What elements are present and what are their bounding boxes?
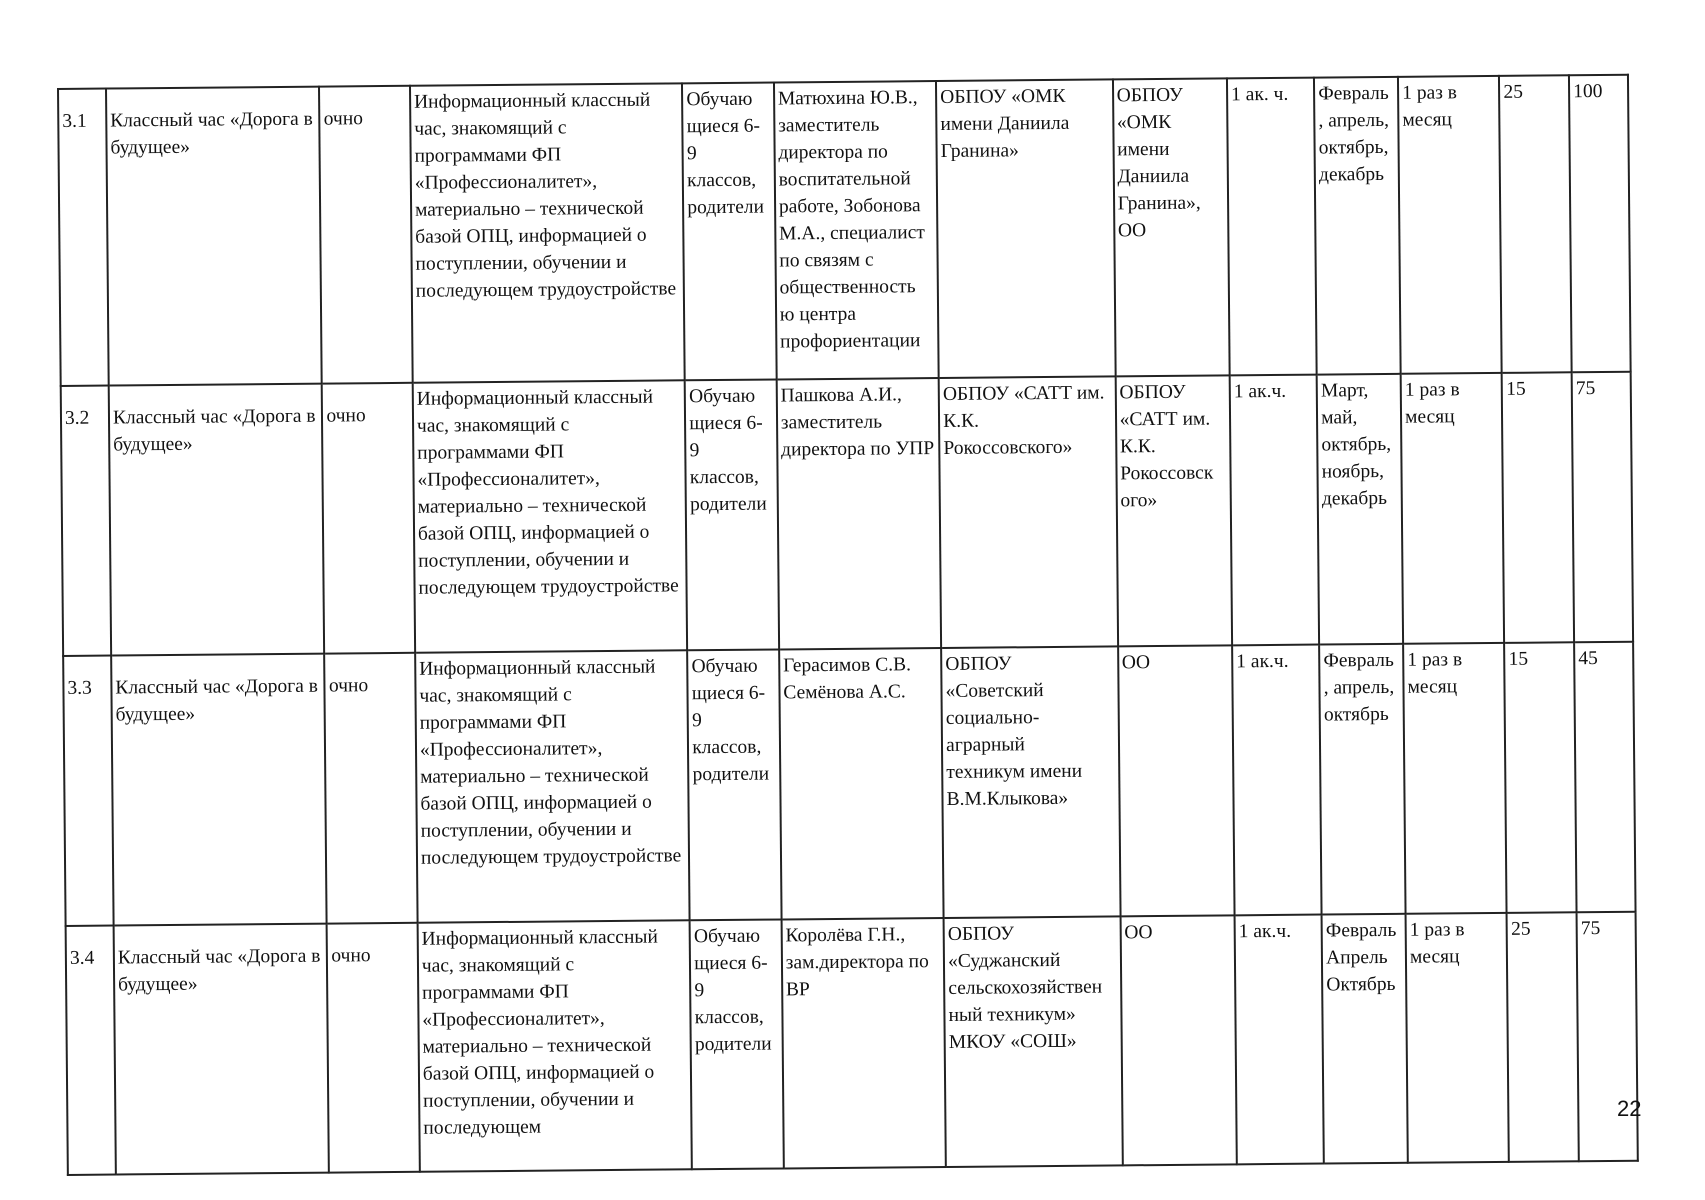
event-description: Информационный классный час, знакомящий с программами ФП «Профессионалитет», материально – технической базой ОПЦ, информацией о поступлении, обучении и последующем трудоустройстве xyxy=(413,380,688,652)
event-audience: Обучаю щиеся 6- 9 классов, родители xyxy=(682,82,776,380)
event-duration: 1 ак. ч. xyxy=(1227,78,1317,376)
event-frequency: 1 раз в месяц xyxy=(1403,643,1507,914)
event-audience: Обучаю щиеся 6- 9 классов, родители xyxy=(690,919,784,1169)
event-organizer: ОБПОУ «ОМК имени Даниила Гранина» xyxy=(936,79,1115,378)
event-venue: ОО xyxy=(1120,915,1237,1165)
event-description: Информационный классный час, знакомящий с программами ФП «Профессионалитет», материально – технической базой ОПЦ, информацией о поступлении, обучении и последующем xyxy=(417,920,692,1171)
event-venue: ОБПОУ «ОМК имени Даниила Гранина», ОО xyxy=(1113,78,1230,376)
table-row xyxy=(61,372,1633,656)
row-number: 3.4 xyxy=(66,926,116,1175)
event-form: очно xyxy=(322,383,415,654)
table-row xyxy=(58,75,1631,386)
event-frequency: 1 раз в месяц xyxy=(1401,373,1505,644)
event-form: очно xyxy=(325,653,418,924)
table-row xyxy=(66,912,1638,1175)
document-page xyxy=(57,74,1642,1176)
event-organizer: ОБПОУ «Советский социально- аграрный техникум имени В.М.Клыкова» xyxy=(941,646,1120,918)
participants-count: 15 xyxy=(1504,642,1576,913)
participants-count: 25 xyxy=(1499,75,1571,373)
event-audience: Обучаю щиеся 6- 9 классов, родители xyxy=(685,379,779,650)
event-description: Информационный классный час, знакомящий с программами ФП «Профессионалитет», материально – технической базой ОПЦ, информацией о поступлении, обучении и последующем трудоустройстве xyxy=(415,650,690,922)
event-responsible: Герасимов С.В. Семёнова А.С. xyxy=(779,648,944,919)
event-responsible: Пашкова А.И., заместитель директора по УПР xyxy=(776,378,941,649)
event-duration: 1 ак.ч. xyxy=(1230,375,1320,646)
events-table xyxy=(57,74,1642,1176)
event-form: очно xyxy=(327,923,420,1173)
row-number: 3.2 xyxy=(61,386,111,656)
event-duration: 1 ак.ч. xyxy=(1232,645,1322,916)
event-name: Классный час «Дорога в будущее» xyxy=(109,384,325,656)
page-number: 22 xyxy=(1617,1096,1642,1121)
participants-count: 25 xyxy=(1507,912,1579,1162)
event-venue: ОО xyxy=(1118,645,1235,916)
event-frequency: 1 раз в месяц xyxy=(1406,913,1510,1163)
event-audience: Обучаю щиеся 6- 9 классов, родители xyxy=(687,649,781,920)
event-months: Февраль , апрель, октябрь xyxy=(1319,644,1405,915)
event-months: Февраль , апрель, октябрь, декабрь xyxy=(1314,77,1401,375)
participants-count: 15 xyxy=(1502,372,1574,643)
event-form: очно xyxy=(319,86,412,384)
participants-total: 75 xyxy=(1572,372,1633,643)
event-organizer: ОБПОУ «Суджанский сельскохозяйствен ный техникум» МКОУ «СОШ» xyxy=(944,916,1123,1167)
event-name: Классный час «Дорога в будущее» xyxy=(106,87,322,386)
participants-total: 75 xyxy=(1577,912,1638,1162)
event-description: Информационный классный час, знакомящий с программами ФП «Профессионалитет», материально – технической базой ОПЦ, информацией о поступлении, обучении и последующем трудоустройстве xyxy=(410,83,685,382)
participants-total: 100 xyxy=(1569,75,1631,373)
event-months: Февраль Апрель Октябрь xyxy=(1322,914,1408,1164)
participants-total: 45 xyxy=(1574,642,1635,913)
row-number: 3.1 xyxy=(58,89,109,386)
table-row xyxy=(63,642,1635,926)
event-months: Март, май, октябрь, ноябрь, декабрь xyxy=(1317,374,1403,645)
event-responsible: Королёва Г.Н., зам.директора по ВР xyxy=(781,918,946,1168)
event-venue: ОБПОУ «САТТ им. К.К. Рокоссовск ого» xyxy=(1115,375,1232,646)
event-duration: 1 ак.ч. xyxy=(1235,915,1324,1165)
event-organizer: ОБПОУ «САТТ им. К.К. Рокоссовского» xyxy=(939,376,1118,648)
event-name: Классный час «Дорога в будущее» xyxy=(111,654,327,926)
row-number: 3.3 xyxy=(63,656,113,926)
event-frequency: 1 раз в месяц xyxy=(1398,76,1502,374)
event-name: Классный час «Дорога в будущее» xyxy=(114,924,330,1175)
event-responsible: Матюхина Ю.В., заместитель директора по воспитательной работе, Зобонова М.А., специалист по связям с общественность ю центра профориентации xyxy=(774,81,939,379)
